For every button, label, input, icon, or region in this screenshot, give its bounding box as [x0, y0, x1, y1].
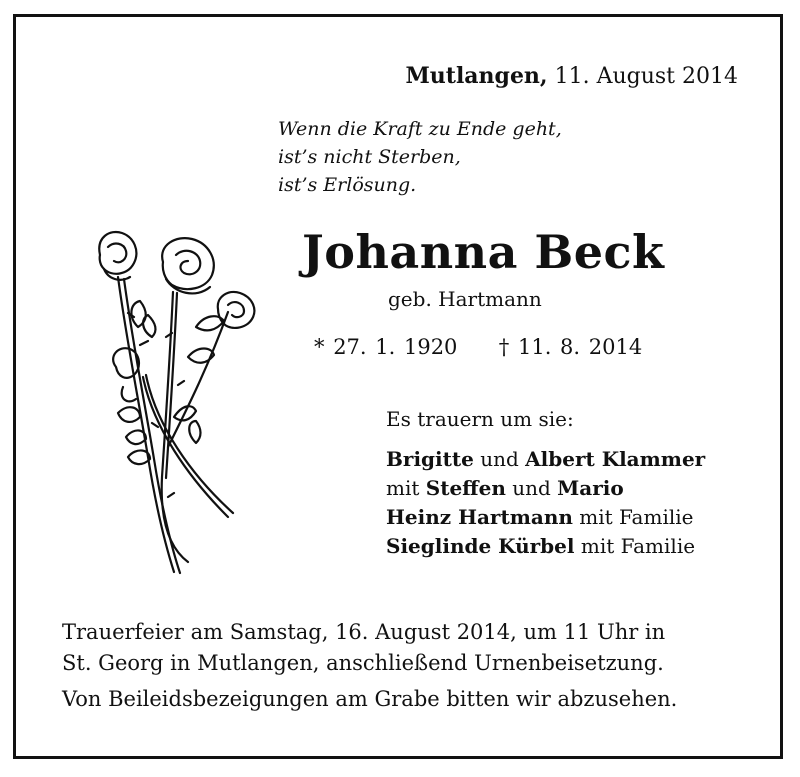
death-symbol: †: [498, 335, 510, 359]
birth-date: 27. 1. 1920: [333, 335, 458, 359]
place-name: Mutlangen,: [405, 63, 548, 89]
mourner-name: Sieglinde Kürbel: [386, 534, 575, 558]
mourner-line: [386, 532, 705, 561]
motto-line: Wenn die Kraft zu Ende geht,: [278, 118, 562, 140]
mourner-name: Steffen: [425, 476, 506, 500]
mourner-line: [386, 445, 705, 474]
deceased-name: Johanna Beck: [302, 225, 665, 279]
mourner-name: Brigitte: [386, 447, 474, 471]
death-date: 11. 8. 2014: [517, 335, 643, 359]
funeral-service-info: [62, 617, 665, 679]
birth-symbol: *: [314, 335, 325, 359]
mourner-text: mit Familie: [580, 534, 696, 558]
mourner-name: Heinz Hartmann: [386, 505, 573, 529]
motto-line: ist’s Erlösung.: [278, 174, 417, 196]
mourner-line: [386, 474, 705, 503]
service-line: Trauerfeier am Samstag, 16. August 2014, um 11 Uhr in: [62, 620, 666, 644]
mourner-name: Mario: [557, 476, 624, 500]
mourner-text: und: [512, 476, 551, 500]
mourner-text: und: [480, 447, 519, 471]
mourners-list: [386, 445, 705, 561]
obituary-frame: [13, 14, 783, 759]
mourner-name: Albert Klammer: [525, 447, 706, 471]
motto-quote: [278, 115, 562, 199]
mourners-heading: Es trauern um sie:: [386, 407, 574, 431]
life-dates: [314, 335, 642, 359]
service-line: St. Georg in Mutlangen, anschließend Urnenbeisetzung.: [62, 651, 664, 675]
condolence-request: Von Beileidsbezeigungen am Grabe bitten wir abzusehen.: [62, 687, 678, 711]
maiden-name: geb. Hartmann: [388, 287, 542, 311]
roses-bouquet-icon: [78, 217, 278, 582]
mourner-line: [386, 503, 705, 532]
motto-line: ist’s nicht Sterben,: [278, 146, 461, 168]
notice-date: 11. August 2014: [554, 64, 738, 89]
place-date-line: [405, 63, 738, 89]
mourner-text: mit: [386, 476, 420, 500]
mourner-text: mit Familie: [579, 505, 694, 529]
